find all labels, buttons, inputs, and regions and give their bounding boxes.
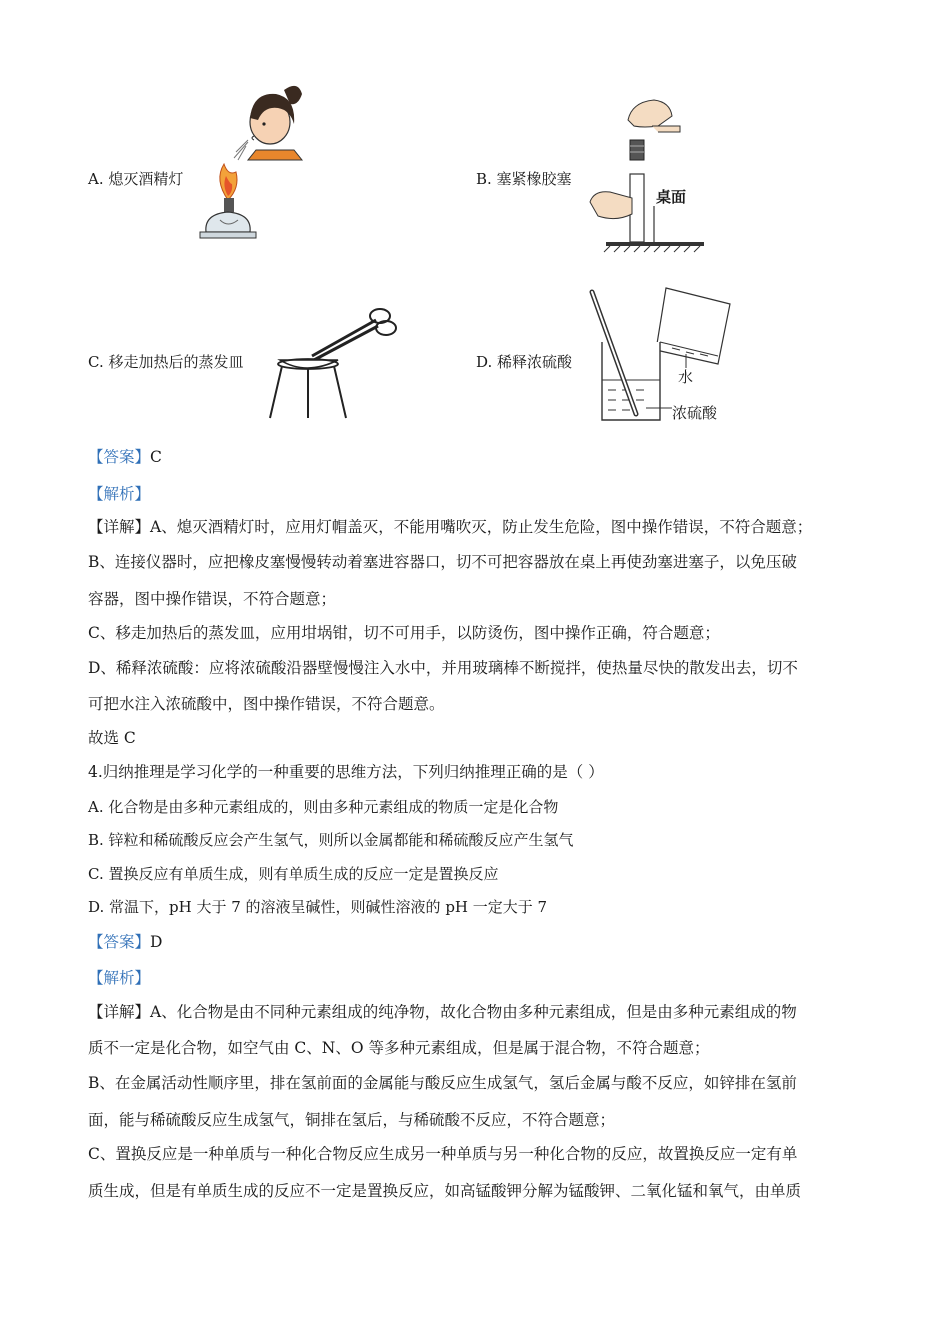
water-label: 水 bbox=[678, 368, 694, 386]
q4-detail-line: 质生成，但是有单质生成的反应不一定是置换反应，如高锰酸钾分解为锰酸钾、二氧化锰和氧气，由单质 bbox=[88, 1182, 802, 1200]
q4-detail-line: B、在金属活动性顺序里，排在氢前面的金属能与酸反应生成氢气，氢后金属与酸不反应，如锌排在氢前 bbox=[88, 1074, 797, 1092]
option-c-label: C. 移走加热后的蒸发皿 bbox=[88, 353, 244, 371]
q4-analysis-tag: 【解析】 bbox=[88, 969, 151, 987]
figure-alcohol-lamp bbox=[198, 80, 313, 245]
q3-detail-line: 容器，图中操作错误，不符合题意； bbox=[88, 590, 337, 608]
q4-option-c: C. 置换反应有单质生成，则有单质生成的反应一定是置换反应 bbox=[88, 865, 499, 883]
q3-detail-line: C、移走加热后的蒸发皿，应用坩埚钳，切不可用手，以防烫伤，图中操作正确，符合题意； bbox=[88, 624, 720, 642]
q4-option-a: A. 化合物是由多种元素组成的，则由多种元素组成的物质一定是化合物 bbox=[88, 798, 559, 816]
q4-detail-line: 质不一定是化合物，如空气由 C、N、O 等多种元素组成，但是属于混合物，不符合题意； bbox=[88, 1039, 710, 1057]
q4-detail-line: 【详解】A、化合物是由不同种元素组成的纯净物，故化合物由多种元素组成，但是由多种元素组成的物 bbox=[88, 1003, 797, 1021]
option-d-label: D. 稀释浓硫酸 bbox=[476, 353, 573, 371]
q3-answer: 【答案】C bbox=[88, 448, 162, 466]
acid-label: 浓硫酸 bbox=[672, 404, 718, 422]
q3-detail-line: B、连接仪器时，应把橡皮塞慢慢转动着塞进容器口，切不可把容器放在桌上再使劲塞进塞子，以免压破 bbox=[88, 553, 797, 571]
q4-option-d: D. 常温下，pH 大于 7 的溶液呈碱性，则碱性溶液的 pH 一定大于 7 bbox=[88, 898, 548, 916]
q3-detail-line: 【详解】A、熄灭酒精灯时，应用灯帽盖灭，不能用嘴吹灭，防止发生危险，图中操作错误，不符合题意； bbox=[88, 518, 813, 536]
q3-detail-line: 可把水注入浓硫酸中，图中操作错误，不符合题意。 bbox=[88, 695, 445, 713]
q4-stem: 4.归纳推理是学习化学的一种重要的思维方法，下列归纳推理正确的是（ ） bbox=[88, 763, 604, 781]
option-b-label: B. 塞紧橡胶塞 bbox=[476, 170, 572, 188]
option-a-label: A. 熄灭酒精灯 bbox=[88, 170, 184, 188]
q4-answer: 【答案】D bbox=[88, 933, 163, 951]
figure-dilute-sulfuric-acid bbox=[586, 282, 746, 426]
q3-conclusion: 故选 C bbox=[88, 729, 136, 747]
desk-label: 桌面 bbox=[656, 188, 687, 206]
figure-rubber-stopper bbox=[588, 98, 708, 253]
q3-analysis-tag: 【解析】 bbox=[88, 485, 151, 503]
q4-option-b: B. 锌粒和稀硫酸反应会产生氢气，则所以金属都能和稀硫酸反应产生氢气 bbox=[88, 831, 574, 849]
q4-detail-line: C、置换反应是一种单质与一种化合物反应生成另一种单质与另一种化合物的反应，故置换反应一定有单 bbox=[88, 1145, 798, 1163]
q3-detail-line: D、稀释浓硫酸：应将浓硫酸沿器壁慢慢注入水中，并用玻璃棒不断搅拌，使热量尽快的散发出去，切不 bbox=[88, 659, 798, 677]
figure-evaporating-dish bbox=[266, 300, 398, 424]
q4-detail-line: 面，能与稀硫酸反应生成氢气，铜排在氢后，与稀硫酸不反应，不符合题意； bbox=[88, 1111, 616, 1129]
